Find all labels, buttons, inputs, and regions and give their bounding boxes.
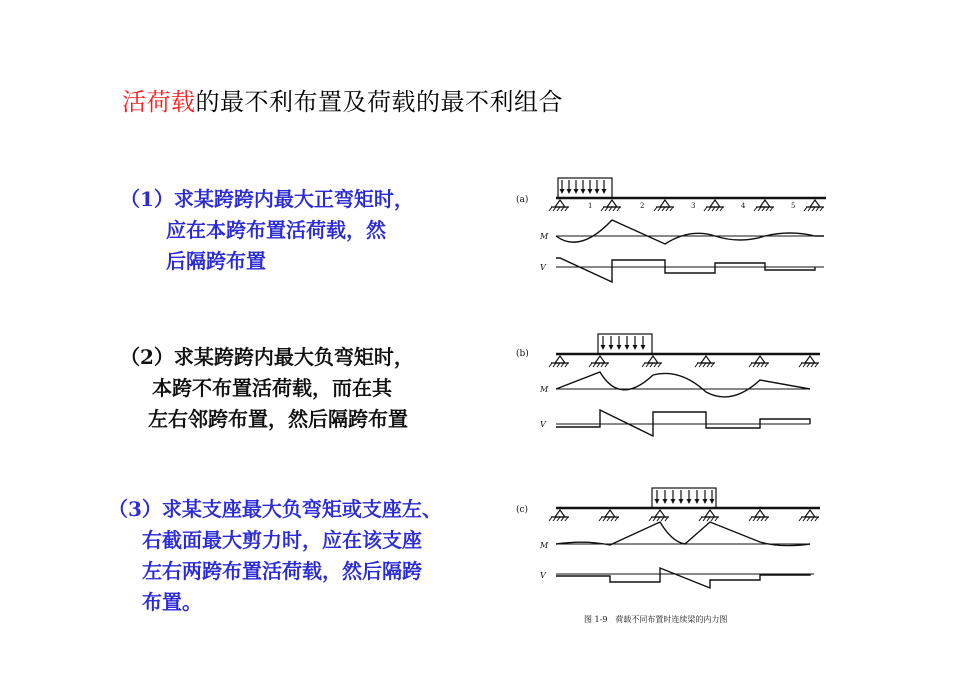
title-highlight: 活荷载 bbox=[122, 88, 196, 116]
span-number-3: 3 bbox=[691, 202, 696, 210]
figure-caption: 图 1-9 荷载不同布置时连续梁的内力图 bbox=[584, 615, 728, 624]
item-3-line-3: 左右两跨布置活荷载，然后隔跨 bbox=[142, 559, 422, 583]
panel-c-shear-diagram bbox=[556, 568, 810, 588]
item-2 bbox=[120, 342, 414, 435]
panel-c-supports bbox=[549, 510, 819, 521]
continuous-beam-diagram bbox=[510, 170, 840, 640]
item-3-line-4: 布置。 bbox=[142, 590, 202, 614]
panel-c-label: (c) bbox=[516, 505, 529, 515]
item-1 bbox=[120, 184, 414, 277]
panel-a-load-arrows bbox=[560, 180, 607, 194]
panel-b-load-arrows bbox=[601, 336, 646, 350]
panel-b-shear-diagram bbox=[556, 410, 810, 436]
span-number-1: 1 bbox=[588, 202, 593, 210]
item-2-line-1: （2）求某跨跨内最大负弯矩时， bbox=[120, 345, 414, 369]
span-number-4: 4 bbox=[741, 202, 746, 210]
panel-c-load-box bbox=[652, 488, 716, 508]
panel-b-label: (b) bbox=[516, 349, 529, 359]
panel-c-load-arrows bbox=[655, 490, 715, 504]
panel-b-supports bbox=[549, 356, 819, 367]
span-number-2: 2 bbox=[640, 202, 645, 210]
panel-c-moment-diagram bbox=[556, 522, 810, 546]
item-3 bbox=[108, 494, 442, 618]
panel-a-label: (a) bbox=[516, 195, 529, 205]
title-rest: 的最不利布置及荷载的最不利组合 bbox=[195, 88, 563, 116]
panel-c bbox=[516, 488, 820, 588]
panel-b-moment-diagram bbox=[556, 372, 810, 397]
item-1-line-2: 应在本跨布置活荷载，然 bbox=[166, 218, 386, 242]
item-1-line-3: 后隔跨布置 bbox=[166, 249, 266, 273]
panel-a-shear-diagram bbox=[556, 258, 815, 282]
panel-a-moment-diagram bbox=[556, 220, 824, 244]
panel-b-v-label: V bbox=[540, 420, 546, 429]
panel-b bbox=[516, 334, 820, 436]
panel-a bbox=[516, 178, 826, 282]
panel-b-load-box bbox=[598, 334, 652, 354]
item-1-line-1: （1）求某跨跨内最大正弯矩时， bbox=[120, 187, 414, 211]
span-number-5: 5 bbox=[791, 202, 796, 210]
panel-c-v-label: V bbox=[540, 571, 546, 580]
panel-c-m-label: M bbox=[540, 541, 549, 550]
panel-a-m-label: M bbox=[540, 232, 549, 241]
item-3-line-2: 右截面最大剪力时，应在该支座 bbox=[142, 528, 422, 552]
item-3-line-1: （3）求某支座最大负弯矩或支座左、 bbox=[108, 497, 442, 521]
item-2-line-3: 左右邻跨布置，然后隔跨布置 bbox=[148, 407, 408, 431]
page-title bbox=[122, 82, 563, 117]
item-2-line-2: 本跨不布置活荷载，而在其 bbox=[152, 376, 392, 400]
panel-a-v-label: V bbox=[540, 263, 546, 272]
panel-b-m-label: M bbox=[540, 385, 549, 394]
